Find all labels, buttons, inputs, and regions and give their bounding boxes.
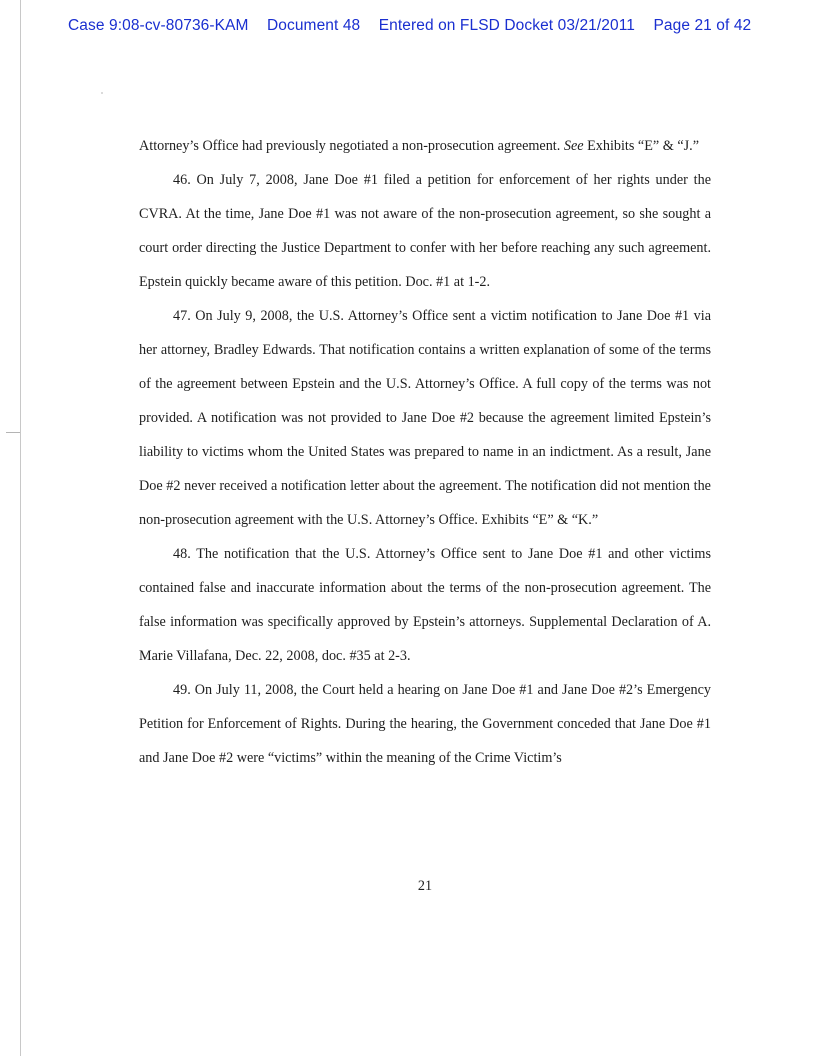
paragraph-continued-text: Attorney’s Office had previously negotiated a non-prosecution agreement.	[139, 138, 564, 154]
paragraph-48: 48. The notification that the U.S. Attorney’s Office sent to Jane Doe #1 and other victims contained false and inaccurate information about the terms of the non-prosecution agreement. The false information was specifically approved by Epstein’s attorneys. Supplemental Declaration of A. Marie Villafana, Dec. 22, 2008, doc. #35 at 2-3.	[139, 546, 711, 664]
page-number: 21	[417, 878, 433, 894]
scan-margin-mark	[6, 432, 20, 433]
scan-page-edge	[20, 0, 21, 1056]
paragraph-49: 49. On July 11, 2008, the Court held a hearing on Jane Doe #1 and Jane Doe #2’s Emergency Petition for Enforcement of Rights. During the hearing, the Government conceded that Jane Doe #1 and Jane Doe #2 were “victims” within the meaning of the Crime Victim’s	[139, 682, 711, 766]
see-signal: See	[563, 138, 584, 154]
court-filing-header	[68, 17, 768, 35]
paragraph-continued	[139, 129, 711, 163]
paragraph-47: 47. On July 9, 2008, the U.S. Attorney’s Office sent a victim notification to Jane Doe #1 via her attorney, Bradley Edwards. That notification contains a written explanation of some of the terms of the agreement between Epstein and the U.S. Attorney’s Office. A full copy of the terms was not provided. A notification was not provided to Jane Doe #2 because the agreement limited Epstein’s liability to victims whom the United States was prepared to name in an indictment. As a result, Jane Doe #2 never received a notification letter about the agreement. The notification did not mention the non-prosecution agreement with the U.S. Attorney’s Office. Exhibits “E” & “K.”	[139, 308, 711, 528]
paragraph-continued-exhibits: Exhibits “E” & “J.”	[583, 138, 699, 154]
header-page-count: Page 21 of 42	[653, 17, 752, 34]
header-document-number: Document 48	[266, 17, 361, 34]
header-case-number: Case 9:08-cv-80736-KAM	[68, 17, 249, 34]
header-docket-entry: Entered on FLSD Docket 03/21/2011	[378, 17, 636, 34]
paragraph-46: 46. On July 7, 2008, Jane Doe #1 filed a petition for enforcement of her rights under the CVRA. At the time, Jane Doe #1 was not aware of the non-prosecution agreement, so she sought a court order directing the Justice Department to confer with her before reaching any such agreement. Epstein quickly became aware of this petition. Doc. #1 at 1-2.	[139, 172, 711, 290]
scan-speck	[101, 92, 103, 94]
document-body	[139, 129, 711, 775]
